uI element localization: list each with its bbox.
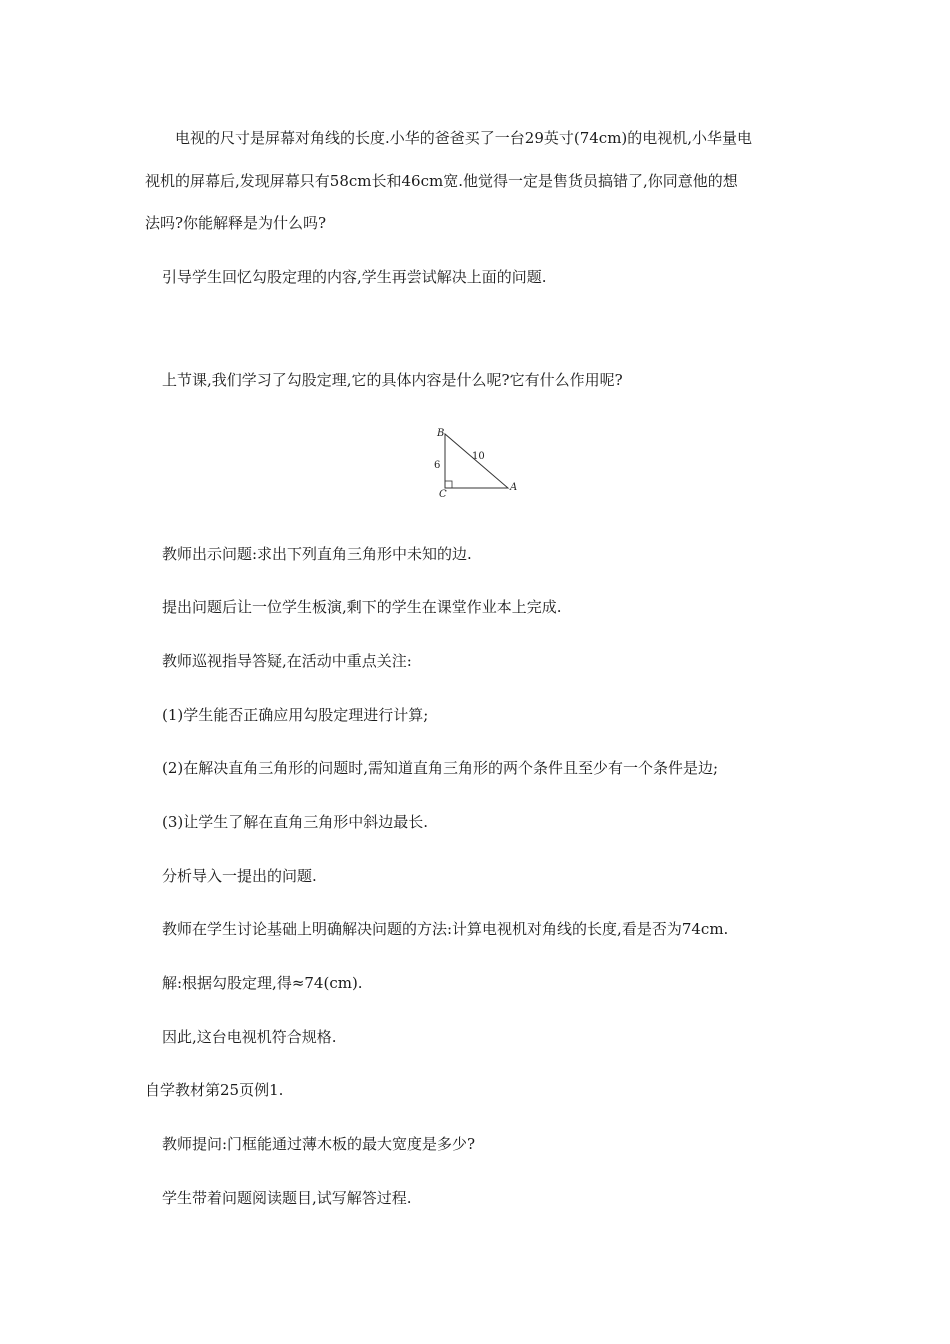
intro-line-2: 视机的屏幕后,发现屏幕只有58cm长和46cm宽.他觉得一定是售货员搞错了,你同意他的想 (145, 172, 738, 190)
vertex-b-label: B (437, 428, 445, 439)
focus-point-2: (2)在解决直角三角形的问题时,需知道直角三角形的两个条件且至少有一个条件是边; (162, 759, 719, 777)
teacher-question: 教师出示问题:求出下列直角三角形中未知的边. (162, 545, 472, 563)
vertex-a-label: A (510, 482, 518, 493)
guide-paragraph: 引导学生回忆勾股定理的内容,学生再尝试解决上面的问题. (162, 268, 547, 286)
self-study-heading: 自学教材第25页例1. (145, 1081, 284, 1099)
focus-point-3: (3)让学生了解在直角三角形中斜边最长. (162, 813, 429, 831)
focus-point-1: (1)学生能否正确应用勾股定理进行计算; (162, 706, 429, 724)
right-triangle-figure (420, 424, 530, 500)
students-read: 学生带着问题阅读题目,试写解答过程. (162, 1189, 412, 1207)
side-ab-label: 10 (472, 451, 485, 462)
intro-line-3: 法吗?你能解释是为什么吗? (145, 214, 327, 232)
review-paragraph: 上节课,我们学习了勾股定理,它的具体内容是什么呢?它有什么作用呢? (162, 371, 623, 389)
analysis-paragraph: 分析导入一提出的问题. (162, 867, 317, 885)
intro-line-1: 电视的尺寸是屏幕对角线的长度.小华的爸爸买了一台29英寸(74cm)的电视机,小华量电 (175, 129, 753, 147)
tour-paragraph: 教师巡视指导答疑,在活动中重点关注: (162, 652, 412, 670)
side-bc-label: 6 (434, 460, 441, 471)
vertex-c-label: C (439, 489, 447, 500)
teacher-ask: 教师提问:门框能通过薄木板的最大宽度是多少? (162, 1135, 476, 1153)
method-paragraph: 教师在学生讨论基础上明确解决问题的方法:计算电视机对角线的长度,看是否为74cm. (162, 920, 729, 938)
conclusion-paragraph: 因此,这台电视机符合规格. (162, 1028, 337, 1046)
board-work: 提出问题后让一位学生板演,剩下的学生在课堂作业本上完成. (162, 598, 562, 616)
right-angle-mark (445, 481, 452, 488)
right-triangle-svg (420, 424, 530, 500)
solution-paragraph: 解:根据勾股定理,得≈74(cm). (162, 974, 363, 992)
